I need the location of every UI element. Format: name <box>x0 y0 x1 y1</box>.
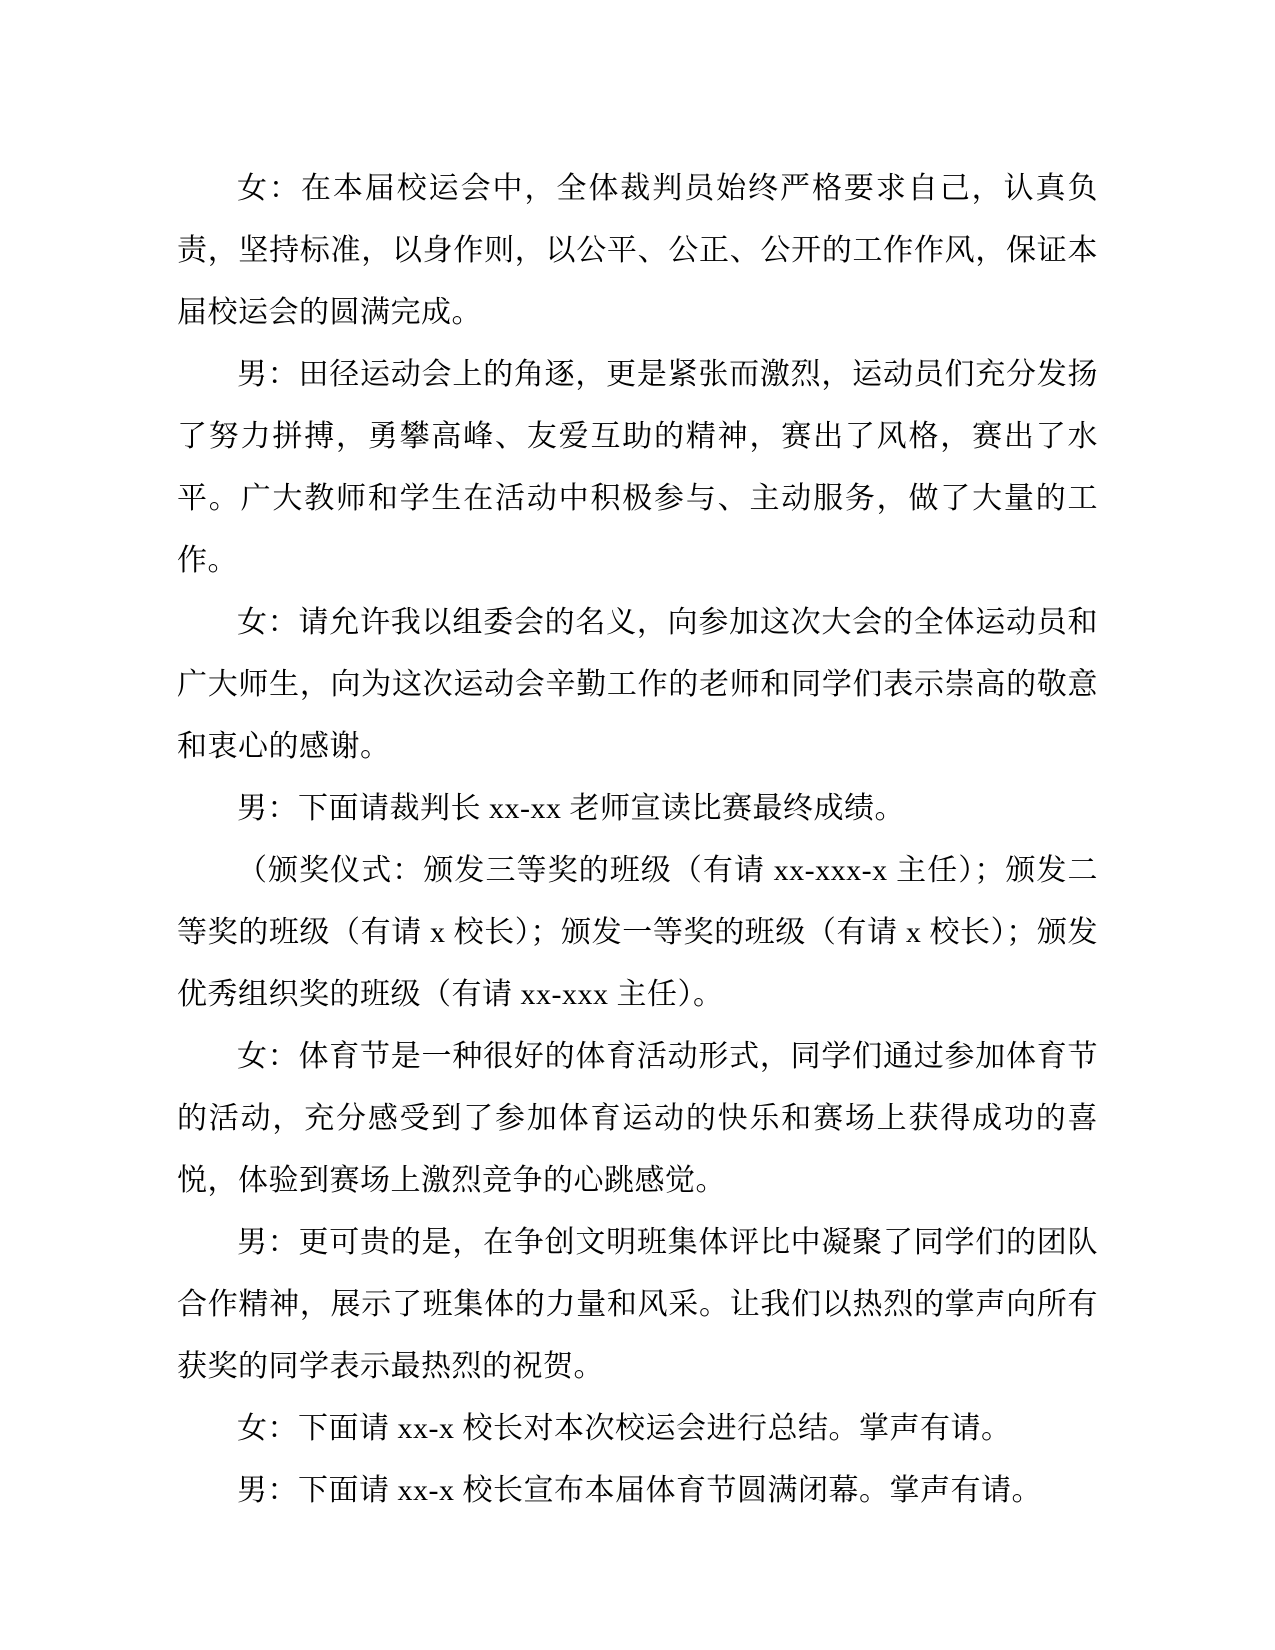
paragraph-host-female-principal-summary: 女：下面请 xx-x 校长对本次校运会进行总结。掌声有请。 <box>237 1412 1012 1445</box>
paragraph-host-female-thanks: 女：请允许我以组委会的名义，向参加这次大会的全体运动员和广大师生，向为这次运动会辛勤工作的老师和同学们表示崇高的敬意和衷心的感谢。 <box>177 606 1098 763</box>
paragraph-host-female-judges: 女：在本届校运会中，全体裁判员始终严格要求自己，认真负责，坚持标准，以身作则，以公平、公正、公开的工作作风，保证本届校运会的圆满完成。 <box>177 172 1098 329</box>
paragraph-award-ceremony-note: （颁奖仪式：颁发三等奖的班级（有请 xx-xxx-x 主任）；颁发二等奖的班级（有请 x 校长）；颁发一等奖的班级（有请 x 校长）；颁发优秀组织奖的班级（有请 xx-xxx 主任）。 <box>177 854 1098 1011</box>
paragraph-host-male-announce-results: 男：下面请裁判长 xx-xx 老师宣读比赛最终成绩。 <box>237 792 905 825</box>
document-body <box>177 158 1098 1522</box>
paragraph-host-male-team-spirit: 男：更可贵的是，在争创文明班集体评比中凝聚了同学们的团队合作精神，展示了班集体的力量和风采。让我们以热烈的掌声向所有获奖的同学表示最热烈的祝贺。 <box>177 1226 1098 1383</box>
paragraph-host-male-track-events: 男：田径运动会上的角逐，更是紧张而激烈，运动员们充分发扬了努力拼搏，勇攀高峰、友爱互助的精神，赛出了风格，赛出了水平。广大教师和学生在活动中积极参与、主动服务，做了大量的工作。 <box>177 358 1098 577</box>
paragraph-host-male-closing-announcement: 男：下面请 xx-x 校长宣布本届体育节圆满闭幕。掌声有请。 <box>237 1474 1042 1507</box>
paragraph-host-female-sports-festival: 女：体育节是一种很好的体育活动形式，同学们通过参加体育节的活动，充分感受到了参加体育运动的快乐和赛场上获得成功的喜悦，体验到赛场上激烈竞争的心跳感觉。 <box>177 1040 1098 1197</box>
